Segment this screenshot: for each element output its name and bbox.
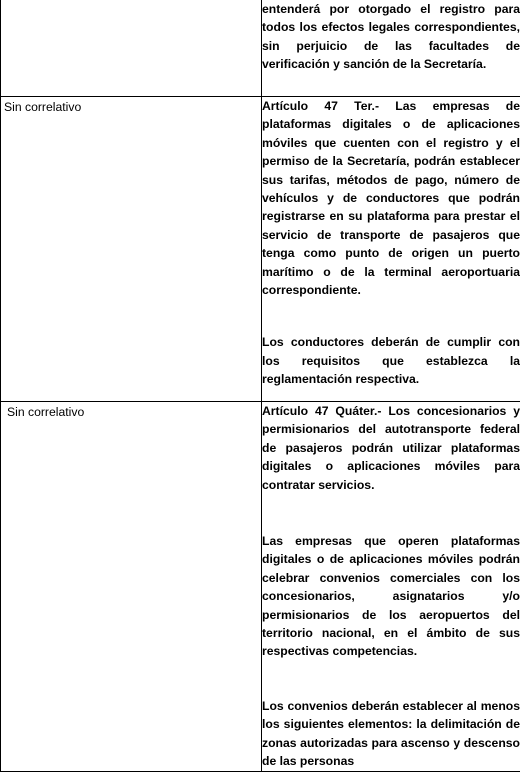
article-paragraph: Los convenios deberán establecer al menos los siguientes elementos: la delimitación de zonas autorizadas para ascenso y descenso de las personas xyxy=(262,697,520,771)
right-cell xyxy=(262,0,520,97)
table-row xyxy=(1,97,520,402)
table-row xyxy=(1,402,520,772)
left-cell xyxy=(1,97,262,402)
article-paragraph: Artículo 47 Quáter.- Los concesionarios y permisionarios del autotransporte federal de pasajeros podrán utilizar plataformas digitales o aplicaciones móviles para contratar servicios. xyxy=(262,402,520,494)
paragraph-spacer xyxy=(262,494,520,532)
article-paragraph: Artículo 47 Ter.- Las empresas de plataformas digitales o de aplicaciones móviles que cuenten con el registro y el permiso de la Secretaría, podrán establecer sus tarifas, métodos de pago, número de vehículos y de conductores que podrán registrarse en su plataforma para prestar el servicio de transporte de pasajeros que tenga como punto de origen un puerto marítimo o de la terminal aeroportuaria correspondiente. xyxy=(262,97,520,299)
right-cell xyxy=(262,402,520,772)
article-paragraph: Las empresas que operen plataformas digitales o de aplicaciones móviles podrán celebrar convenios comerciales con los concesionarios, asignatarios y/o permisionarios de los aeropuertos del territorio nacional, en el ámbito de sus respectivas competencias. xyxy=(262,532,520,661)
left-cell xyxy=(1,402,262,772)
paragraph-spacer xyxy=(262,299,520,333)
right-cell xyxy=(262,97,520,402)
left-cell-text: Sin correlativo xyxy=(1,97,261,115)
article-paragraph: Los conductores deberán de cumplir con los requisitos que establezca la reglamentación respectiva. xyxy=(262,333,520,388)
paragraph-spacer xyxy=(262,661,520,697)
left-cell-text: Sin correlativo xyxy=(1,402,261,420)
left-cell xyxy=(1,0,262,97)
article-paragraph: entenderá por otorgado el registro para todos los efectos legales correspondientes, sin perjuicio de las facultades de verificación y sanción de la Secretaría. xyxy=(262,0,520,74)
left-cell-text xyxy=(1,0,261,3)
table-row xyxy=(1,0,520,97)
